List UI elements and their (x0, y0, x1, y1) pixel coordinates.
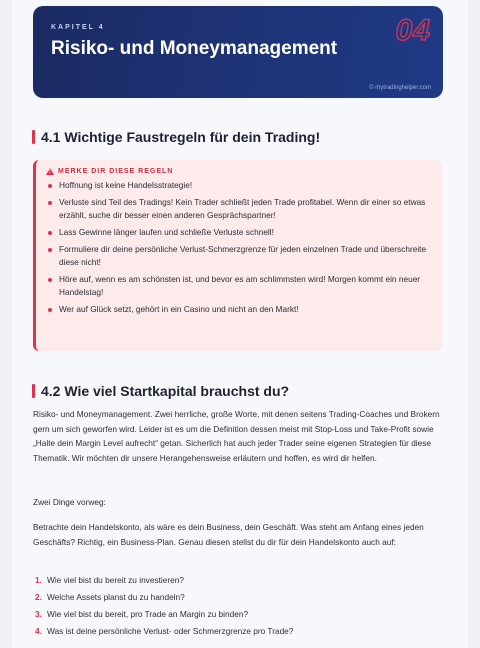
list-item (35, 575, 445, 586)
chapter-title: Risiko- und Moneymanagement (51, 38, 338, 59)
section-heading-4-1: 4.1 Wichtige Faustregeln für dein Trading! (32, 129, 320, 145)
list-number: 4. (35, 626, 42, 636)
list-number: 1. (35, 575, 42, 585)
list-text: Welche Assets planst du zu handeln? (47, 592, 185, 602)
list-text: Wie viel bist du bereit zu investieren? (47, 575, 184, 585)
list-item (35, 592, 445, 603)
list-item (35, 626, 445, 637)
site-credit: © mytradinghelper.com (369, 85, 431, 91)
list-item: Hoffnung ist keine Handelsstrategie! (46, 179, 430, 192)
document-page (12, 0, 468, 648)
callout-header (46, 168, 430, 175)
list-item (35, 609, 445, 620)
list-text: Wie viel bist du bereit, pro Trade an Margin zu binden? (47, 609, 249, 619)
list-text: Was ist deine persönliche Verlust- oder Schmerzgrenze pro Trade? (47, 626, 294, 636)
rules-list (46, 179, 430, 316)
chapter-number: 04 (395, 14, 431, 47)
warning-icon (46, 168, 54, 175)
paragraph-intro: Risiko- und Moneymanagement. Zwei herrliche, große Worte, mit denen seitens Trading-Coaches und Brokern gern um sich geworfen wird. Leider ist es um die Definition dessen meist mit Stop-Loss und Take-Profit sowie „Halte dein Margin Level aufrecht“ getan. Sicherlich hat auch jeder Trader seine eigenen Strategien für diese Thematik. Wir möchten dir unsere Herangehensweise erläutern und hoffen, es wird dir helfen. (33, 409, 440, 463)
list-item: Verluste sind Teil des Tradings! Kein Trader schließt jeden Trade profitabel. Wenn dir einer so etwas erzählt, suche dir besser einen anderen Gesprächspartner! (46, 196, 430, 222)
paragraph-business-plan: Betrachte dein Handelskonto, als wäre es dein Business, dein Geschäft. Was steht am Anfang eines jeden Geschäfts? Richtig, ein Business-Plan. Genau diesen stellst du dir für dein Handelskonto auch auf: (33, 522, 424, 547)
rules-callout (33, 160, 442, 351)
list-item: Höre auf, wenn es am schönsten ist, und bevor es am schlimmsten wird! Morgen kommt ein neuer Handelstag! (46, 273, 430, 299)
list-item: Formuliere dir deine persönliche Verlust-Schmerzgrenze für jeden einzelnen Trade und überschreite diese nicht! (46, 243, 430, 269)
list-item: Wer auf Glück setzt, gehört in ein Casino und nicht an den Markt! (46, 303, 430, 316)
paragraph-preface: Zwei Dinge vorweg: (33, 497, 106, 507)
list-number: 3. (35, 609, 42, 619)
list-number: 2. (35, 592, 42, 602)
chapter-kicker: KAPITEL 4 (51, 24, 105, 31)
questions-list (35, 575, 445, 643)
list-item: Lass Gewinne länger laufen und schließe Verluste schnell! (46, 226, 430, 239)
chapter-header (33, 6, 443, 98)
callout-title: MERKE DIR DIESE REGELN (58, 168, 174, 175)
section-heading-4-2: 4.2 Wie viel Startkapital brauchst du? (32, 383, 289, 399)
